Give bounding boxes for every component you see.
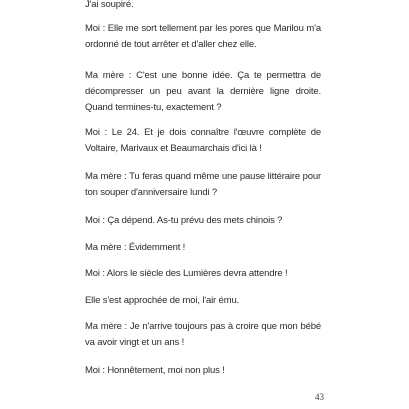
- paragraph-mere-4: Ma mère : Je n'arrive toujours pas à croire que mon bébé va avoir vingt et un ans !: [85, 321, 321, 348]
- paragraph-moi-1: Moi : Elle me sort tellement par les pores que Marilou m'a ordonné de tout arrêter et d'aller chez elle.: [85, 23, 321, 50]
- paragraph-moi-4: Moi : Alors le siècle des Lumières devra attendre !: [85, 268, 288, 279]
- page-number: 43: [315, 392, 324, 402]
- paragraph-moi-3: Moi : Ça dépend. As-tu prévu des mets chinois ?: [85, 215, 283, 226]
- paragraph-mere-3: Ma mère : Évidemment !: [85, 242, 186, 253]
- paragraph-narration-approach: Elle s'est approchée de moi, l'air ému.: [85, 295, 240, 306]
- paragraph-mere-2: Ma mère : Tu feras quand même une pause littéraire pour ton souper d'anniversaire lundi ?: [85, 171, 321, 198]
- paragraph-moi-2: Moi : Le 24. Et je dois connaître l'œuvre complète de Voltaire, Marivaux et Beaumarchais d'ici là !: [85, 127, 321, 154]
- paragraph-narration-sigh: J'ai soupiré.: [85, 0, 134, 10]
- paragraph-moi-5: Moi : Honnêtement, moi non plus !: [85, 365, 225, 376]
- paragraph-mere-1: Ma mère : C'est une bonne idée. Ça te permettra de décompresser un peu avant la dernière ligne droite. Quand termines-tu, exactement ?: [85, 70, 321, 113]
